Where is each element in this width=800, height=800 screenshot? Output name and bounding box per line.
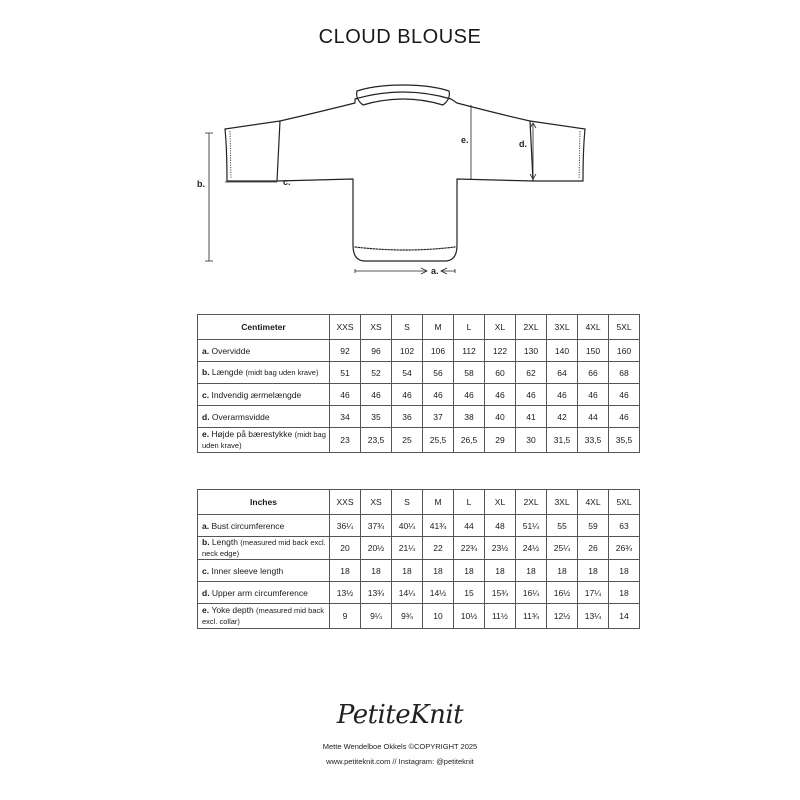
value-cell-l: 10½ <box>454 604 485 629</box>
value-cell-3xl: 18 <box>547 560 578 582</box>
measurement-letter: a. <box>202 345 212 356</box>
value-cell-s: 102 <box>392 340 423 362</box>
value-cell-4xl: 59 <box>578 515 609 537</box>
size-header-xl: XL <box>485 315 516 340</box>
table-row <box>198 406 640 428</box>
value-cell-2xl: 11¾ <box>516 604 547 629</box>
value-cell-4xl: 46 <box>578 384 609 406</box>
value-cell-xs: 37¾ <box>361 515 392 537</box>
value-cell-m: 106 <box>423 340 454 362</box>
value-cell-2xl: 30 <box>516 428 547 453</box>
table-row <box>198 384 640 406</box>
value-cell-2xl: 130 <box>516 340 547 362</box>
size-header-xs: XS <box>361 490 392 515</box>
value-cell-2xl: 18 <box>516 560 547 582</box>
value-cell-xxs: 92 <box>330 340 361 362</box>
value-cell-xl: 23½ <box>485 537 516 560</box>
measurement-note: (measured mid back excl. neck edge) <box>202 538 326 558</box>
value-cell-3xl: 64 <box>547 362 578 384</box>
measurement-name: Overvidde <box>211 345 251 356</box>
measurement-letter: c. <box>202 565 212 576</box>
value-cell-2xl: 62 <box>516 362 547 384</box>
value-cell-5xl: 68 <box>609 362 640 384</box>
value-cell-m: 10 <box>423 604 454 629</box>
value-cell-xxs: 46 <box>330 384 361 406</box>
value-cell-l: 58 <box>454 362 485 384</box>
value-cell-m: 14½ <box>423 582 454 604</box>
value-cell-xxs: 20 <box>330 537 361 560</box>
value-cell-xxs: 23 <box>330 428 361 453</box>
value-cell-s: 54 <box>392 362 423 384</box>
size-header-2xl: 2XL <box>516 315 547 340</box>
value-cell-4xl: 33,5 <box>578 428 609 453</box>
value-cell-s: 25 <box>392 428 423 453</box>
size-header-3xl: 3XL <box>547 490 578 515</box>
sweater-schematic <box>195 75 615 290</box>
size-header-4xl: 4XL <box>578 315 609 340</box>
value-cell-xl: 15¾ <box>485 582 516 604</box>
size-header-m: M <box>423 490 454 515</box>
value-cell-l: 26,5 <box>454 428 485 453</box>
measurement-label <box>198 604 330 629</box>
hem-line <box>355 247 455 250</box>
inches-size-table <box>197 489 640 629</box>
value-cell-3xl: 140 <box>547 340 578 362</box>
value-cell-xxs: 18 <box>330 560 361 582</box>
measurement-letter: e. <box>202 429 212 439</box>
measurement-note: (midt bag uden krave) <box>202 430 326 450</box>
value-cell-xl: 60 <box>485 362 516 384</box>
value-cell-xl: 11½ <box>485 604 516 629</box>
value-cell-m: 37 <box>423 406 454 428</box>
label-e: e. <box>461 135 469 145</box>
measurement-name: Length <box>211 537 241 547</box>
copyright-text: Mette Wendelboe Okkels ©COPYRIGHT 2025 <box>322 742 478 751</box>
value-cell-l: 18 <box>454 560 485 582</box>
value-cell-4xl: 150 <box>578 340 609 362</box>
value-cell-xl: 40 <box>485 406 516 428</box>
label-b: b. <box>197 179 205 189</box>
table-row <box>198 537 640 560</box>
value-cell-s: 46 <box>392 384 423 406</box>
value-cell-xxs: 9 <box>330 604 361 629</box>
value-cell-l: 38 <box>454 406 485 428</box>
value-cell-xxs: 34 <box>330 406 361 428</box>
measurement-letter: a. <box>202 520 212 531</box>
size-header-3xl: 3XL <box>547 315 578 340</box>
table-row <box>198 604 640 629</box>
value-cell-3xl: 31,5 <box>547 428 578 453</box>
measurement-name: Højde på bærestykke <box>211 429 295 439</box>
sweater-outline <box>277 92 533 261</box>
size-header-l: L <box>454 490 485 515</box>
value-cell-s: 14¼ <box>392 582 423 604</box>
table-row <box>198 560 640 582</box>
table-header-label: Centimeter <box>198 315 330 340</box>
size-header-m: M <box>423 315 454 340</box>
value-cell-2xl: 46 <box>516 384 547 406</box>
measurement-letter: c. <box>202 389 212 400</box>
value-cell-s: 21¼ <box>392 537 423 560</box>
label-c: c. <box>283 177 291 187</box>
value-cell-l: 44 <box>454 515 485 537</box>
value-cell-2xl: 41 <box>516 406 547 428</box>
measurement-name: Yoke depth <box>211 605 257 615</box>
measurement-note: (measured mid back excl. collar) <box>202 606 324 626</box>
value-cell-4xl: 66 <box>578 362 609 384</box>
value-cell-xs: 9¼ <box>361 604 392 629</box>
value-cell-4xl: 26 <box>578 537 609 560</box>
measurement-name: Inner sleeve length <box>211 565 284 576</box>
table-cm-body <box>198 315 640 453</box>
value-cell-4xl: 17¼ <box>578 582 609 604</box>
measurement-note: (midt bag uden krave) <box>245 368 319 377</box>
page-title: CLOUD BLOUSE <box>318 26 482 48</box>
value-cell-l: 22¾ <box>454 537 485 560</box>
measurement-label <box>198 406 330 428</box>
size-header-2xl: 2XL <box>516 490 547 515</box>
value-cell-xxs: 51 <box>330 362 361 384</box>
value-cell-m: 25,5 <box>423 428 454 453</box>
measurement-label <box>198 428 330 453</box>
petiteknit-logo: PetiteKnit <box>336 700 464 730</box>
size-header-l: L <box>454 315 485 340</box>
value-cell-s: 18 <box>392 560 423 582</box>
value-cell-5xl: 18 <box>609 582 640 604</box>
label-a: a. <box>431 266 439 276</box>
value-cell-xs: 35 <box>361 406 392 428</box>
value-cell-l: 112 <box>454 340 485 362</box>
value-cell-xs: 20½ <box>361 537 392 560</box>
value-cell-xs: 18 <box>361 560 392 582</box>
value-cell-xxs: 36¼ <box>330 515 361 537</box>
value-cell-4xl: 13¼ <box>578 604 609 629</box>
size-header-5xl: 5XL <box>609 315 640 340</box>
value-cell-5xl: 46 <box>609 406 640 428</box>
table-row <box>198 582 640 604</box>
value-cell-3xl: 12½ <box>547 604 578 629</box>
size-header-s: S <box>392 490 423 515</box>
value-cell-2xl: 16¼ <box>516 582 547 604</box>
centimeter-size-table <box>197 314 640 453</box>
value-cell-5xl: 26¾ <box>609 537 640 560</box>
measurement-name: Indvendig ærmelængde <box>211 389 302 400</box>
measurement-name: Upper arm circumference <box>211 587 308 598</box>
measurement-label <box>198 537 330 560</box>
value-cell-s: 40¼ <box>392 515 423 537</box>
value-cell-3xl: 55 <box>547 515 578 537</box>
table-row <box>198 515 640 537</box>
value-cell-3xl: 16½ <box>547 582 578 604</box>
table-header-label: Inches <box>198 490 330 515</box>
table-in-body <box>198 490 640 629</box>
value-cell-5xl: 160 <box>609 340 640 362</box>
measurement-name: Bust circumference <box>211 520 285 531</box>
value-cell-4xl: 44 <box>578 406 609 428</box>
size-header-s: S <box>392 315 423 340</box>
table-row <box>198 362 640 384</box>
size-header-5xl: 5XL <box>609 490 640 515</box>
measurement-letter: e. <box>202 605 212 615</box>
size-header-xl: XL <box>485 490 516 515</box>
value-cell-m: 56 <box>423 362 454 384</box>
size-header-4xl: 4XL <box>578 490 609 515</box>
measure-b-line <box>205 133 213 261</box>
value-cell-s: 36 <box>392 406 423 428</box>
value-cell-3xl: 46 <box>547 384 578 406</box>
value-cell-m: 22 <box>423 537 454 560</box>
size-header-xxs: XXS <box>330 315 361 340</box>
value-cell-xl: 122 <box>485 340 516 362</box>
value-cell-xs: 13¾ <box>361 582 392 604</box>
measurement-letter: d. <box>202 411 212 422</box>
measurement-letter: d. <box>202 587 212 598</box>
value-cell-xs: 96 <box>361 340 392 362</box>
measurement-label <box>198 560 330 582</box>
value-cell-xs: 52 <box>361 362 392 384</box>
value-cell-xs: 46 <box>361 384 392 406</box>
label-d: d. <box>519 139 527 149</box>
table-header-row <box>198 315 640 340</box>
value-cell-m: 18 <box>423 560 454 582</box>
value-cell-xs: 23,5 <box>361 428 392 453</box>
value-cell-5xl: 35,5 <box>609 428 640 453</box>
value-cell-4xl: 18 <box>578 560 609 582</box>
value-cell-l: 15 <box>454 582 485 604</box>
left-cuff <box>225 129 227 181</box>
value-cell-5xl: 14 <box>609 604 640 629</box>
value-cell-xxs: 13½ <box>330 582 361 604</box>
value-cell-2xl: 51¼ <box>516 515 547 537</box>
measurement-label <box>198 515 330 537</box>
value-cell-xl: 18 <box>485 560 516 582</box>
table-row <box>198 340 640 362</box>
table-row <box>198 428 640 453</box>
measurement-letter: b. <box>202 367 212 377</box>
value-cell-xl: 29 <box>485 428 516 453</box>
size-header-xxs: XXS <box>330 490 361 515</box>
measurement-label <box>198 582 330 604</box>
measure-a-line <box>355 269 455 273</box>
value-cell-m: 46 <box>423 384 454 406</box>
contact-links: www.petiteknit.com // Instagram: @petiteknit <box>326 757 474 766</box>
value-cell-2xl: 24½ <box>516 537 547 560</box>
value-cell-xl: 48 <box>485 515 516 537</box>
size-header-xs: XS <box>361 315 392 340</box>
value-cell-5xl: 18 <box>609 560 640 582</box>
value-cell-3xl: 25¼ <box>547 537 578 560</box>
right-cuff <box>583 129 585 181</box>
measurement-label <box>198 384 330 406</box>
value-cell-3xl: 42 <box>547 406 578 428</box>
value-cell-5xl: 46 <box>609 384 640 406</box>
measurement-name: Længde <box>211 367 246 377</box>
value-cell-l: 46 <box>454 384 485 406</box>
value-cell-s: 9¾ <box>392 604 423 629</box>
measurement-letter: b. <box>202 537 212 547</box>
value-cell-m: 41¾ <box>423 515 454 537</box>
value-cell-5xl: 63 <box>609 515 640 537</box>
measurement-name: Overarmsvidde <box>211 411 270 422</box>
table-header-row <box>198 490 640 515</box>
measurement-label <box>198 340 330 362</box>
measurement-label <box>198 362 330 384</box>
value-cell-xl: 46 <box>485 384 516 406</box>
